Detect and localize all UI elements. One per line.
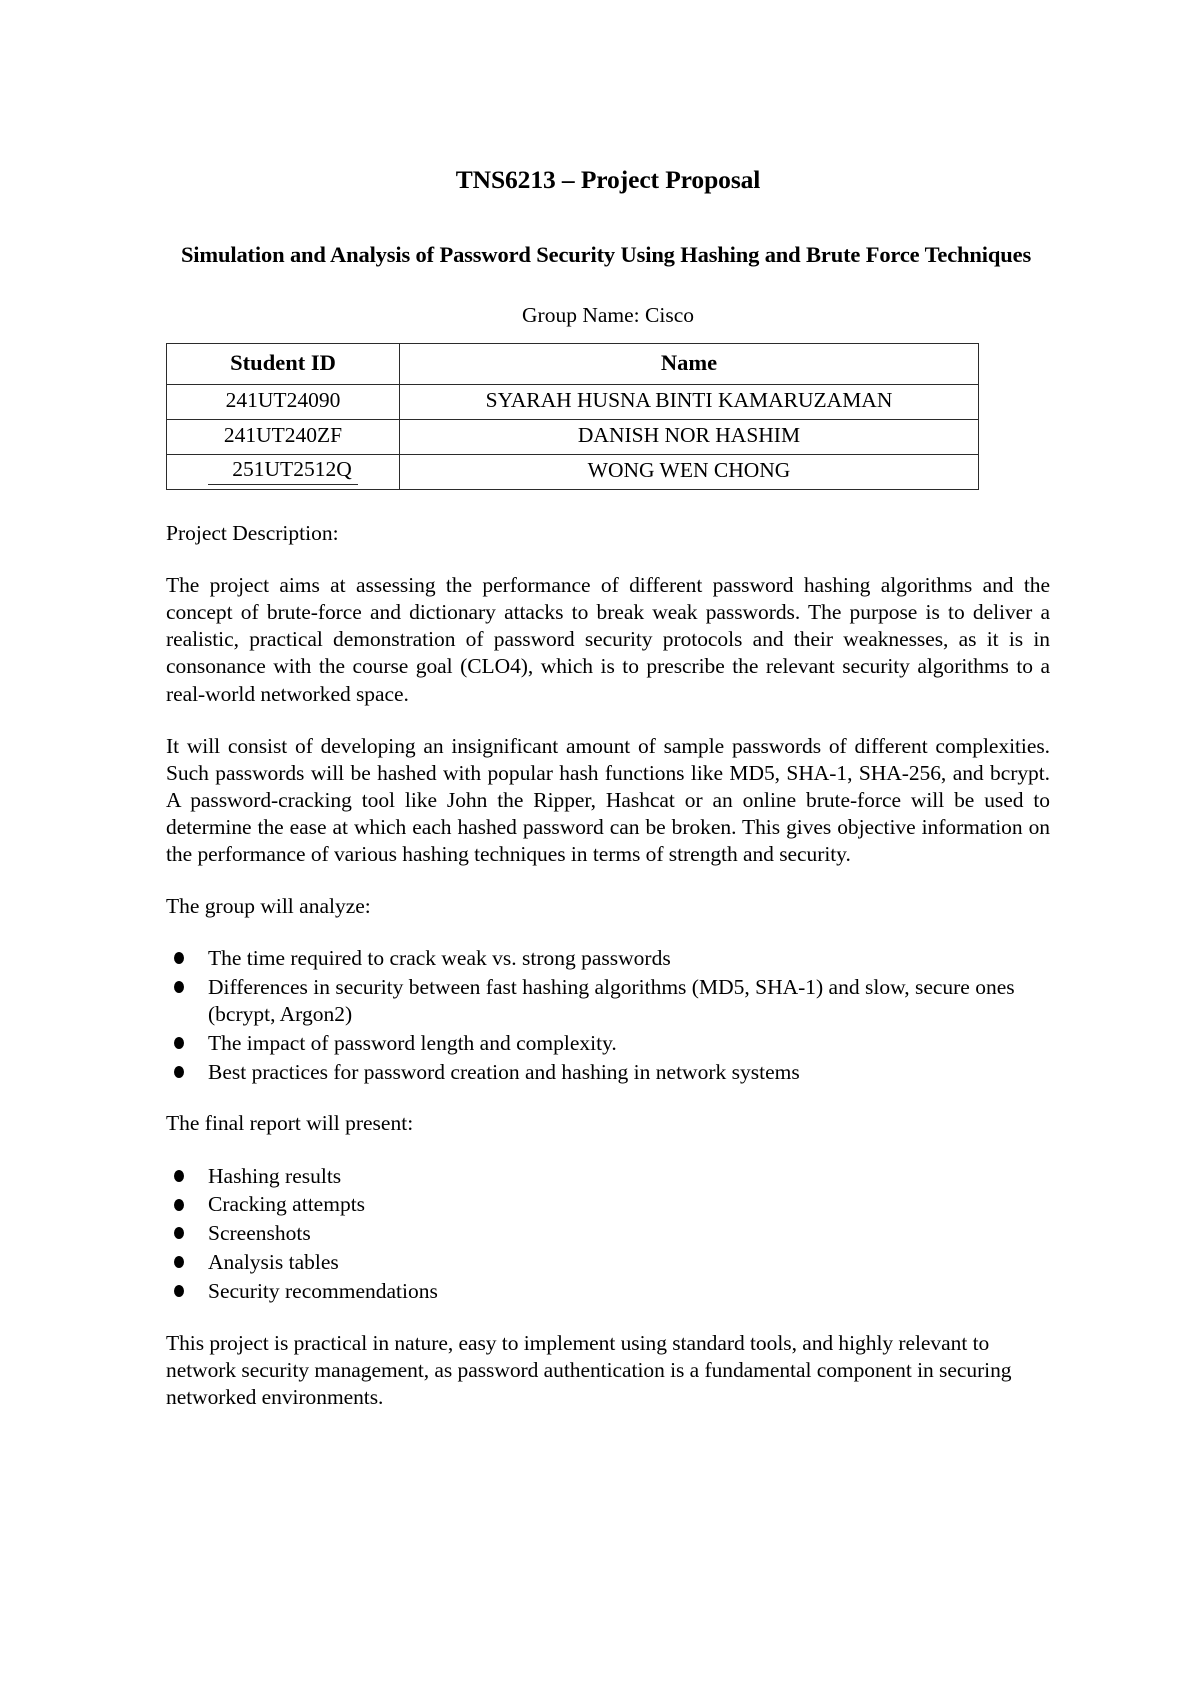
bullet-dot-icon (174, 1170, 184, 1182)
bullet-dot-icon (174, 952, 184, 964)
cell-student-name: SYARAH HUSNA BINTI KAMARUZAMAN (400, 385, 979, 420)
bullet-dot-icon (174, 981, 184, 993)
bullet-dot-icon (174, 1256, 184, 1268)
list-item-text: The impact of password length and complexity. (208, 1030, 617, 1055)
bullet-dot-icon (174, 1199, 184, 1211)
list-item-text: Analysis tables (208, 1250, 339, 1275)
analysis-intro-label: The group will analyze: (166, 894, 371, 919)
list-item-text: Screenshots (208, 1221, 311, 1246)
list-item-text: Cracking attempts (208, 1192, 366, 1217)
cell-student-name: DANISH NOR HASHIM (400, 420, 979, 455)
column-header-student-id: Student ID (167, 344, 400, 385)
bullet-dot-icon (174, 1227, 184, 1239)
list-item-text: Security recommendations (208, 1279, 438, 1304)
cell-student-id: 241UT240ZF (167, 420, 400, 455)
table-row (167, 420, 979, 455)
final-report-bullet-list (166, 1163, 1050, 1305)
list-item (166, 1163, 1050, 1190)
bullet-dot-icon (174, 1066, 184, 1078)
document-body (166, 520, 1050, 1411)
list-item (166, 1249, 1050, 1276)
table-header-row (167, 344, 979, 385)
description-paragraph-2: It will consist of developing an insignificant amount of sample passwords of different complexities. Such passwords will be hashed with popular hash functions like MD5, SHA-1, SHA-256, and bcrypt. A password-cracking tool like John the Ripper, Hashcat or an online brute-force will be used to determine the ease at which each hashed password can be broken. This gives objective information on the performance of various hashing techniques in terms of strength and security. (166, 733, 1050, 866)
list-item (166, 1278, 1050, 1305)
analysis-bullet-list (166, 945, 1050, 1085)
list-item-text: The time required to crack weak vs. strong passwords (208, 946, 671, 971)
list-item (166, 1220, 1050, 1247)
cell-student-name: WONG WEN CHONG (400, 455, 979, 490)
list-item-text: Differences in security between fast hashing algorithms (MD5, SHA-1) and slow, secure ones (bcrypt, Argon2) (208, 974, 1015, 1026)
column-header-name: Name (400, 344, 979, 385)
cell-student-id: 241UT24090 (167, 385, 400, 420)
group-name-line: Group Name: Cisco (522, 303, 694, 328)
list-item-text: Hashing results (208, 1163, 342, 1188)
table-row (167, 455, 979, 490)
document-subtitle: Simulation and Analysis of Password Security Using Hashing and Brute Force Techniques (180, 241, 1032, 267)
document-title: TNS6213 – Project Proposal (455, 165, 761, 194)
bullet-dot-icon (174, 1285, 184, 1297)
closing-paragraph: This project is practical in nature, easy to implement using standard tools, and highly relevant to network security management, as password authentication is a fundamental component in securing networked environments. (166, 1330, 1012, 1410)
list-item (166, 1191, 1050, 1218)
project-description-label: Project Description: (166, 521, 339, 546)
list-item (166, 1030, 1050, 1057)
list-item (166, 945, 1050, 972)
list-item (166, 1059, 1050, 1086)
group-members-table (166, 343, 979, 490)
cell-student-id (167, 455, 400, 490)
list-item (166, 974, 1050, 1028)
table-row (167, 385, 979, 420)
list-item-text: Best practices for password creation and hashing in network systems (208, 1059, 800, 1084)
cell-student-id-text: 251UT2512Q (208, 457, 357, 484)
final-report-intro-label: The final report will present: (166, 1111, 414, 1136)
description-paragraph-1: The project aims at assessing the performance of different password hashing algorithms and the concept of brute-force and dictionary attacks to break weak passwords. The purpose is to deliver a realistic, practical demonstration of password security protocols and their weaknesses, as it is in consonance with the course goal (CLO4), which is to prescribe the relevant security algorithms to a real-world networked space. (166, 573, 1050, 706)
bullet-dot-icon (174, 1037, 184, 1049)
